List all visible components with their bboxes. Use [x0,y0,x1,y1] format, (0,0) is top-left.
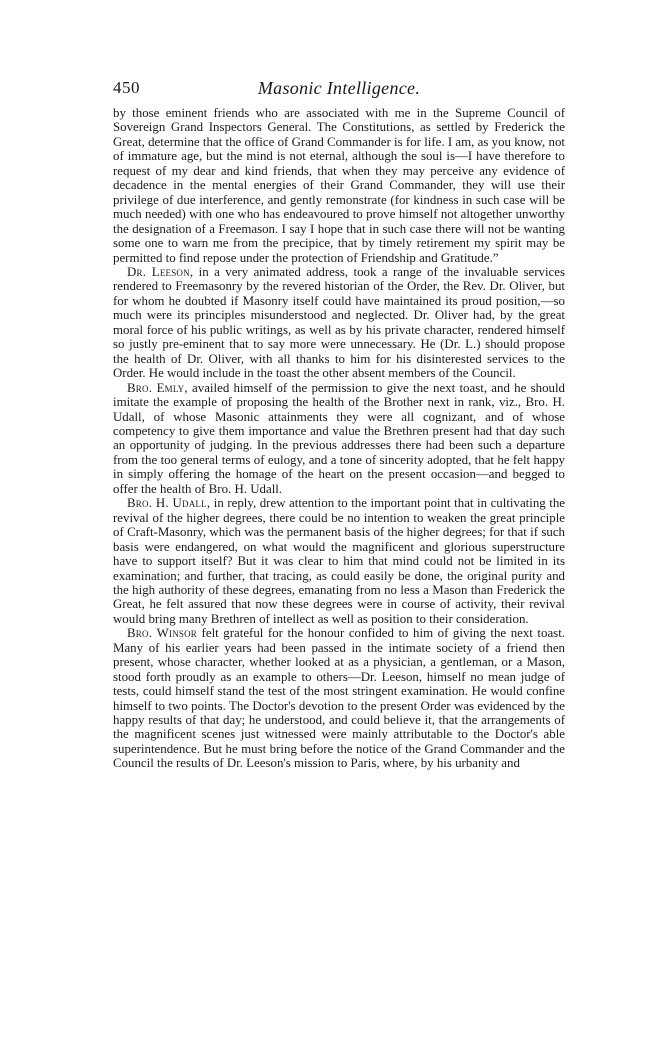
speaker-name: Dr. Leeson, [127,264,194,279]
speaker-name: Bro. Winsor [127,626,198,641]
speaker-name: Bro. H. Udall, [127,496,211,511]
paragraph-text: felt grateful for the honour confided to him of giving the next toast. Many of his earlier years had been passed in the intimate society of a friend then present, whose character, whether looked at as a physician, a gentleman, or a Mason, stood forth proudly as an example to others—Dr. Leeson, himself no mean judge of tests, could himself stand the test of the most stringent examination. He would confine himself to two points. The Doctor's devotion to the present Order was evidenced by the happy results of that day; he understood, and could believe it, that the arrangements of the magnificent scenes just witnessed were mainly attributable to the Doctor's able superintendence. But he must bring before the notice of the Grand Commander and the Council the results of Dr. Leeson's mission to Paris, where, by his urbanity and [113,626,566,771]
paragraph-udall [113,496,565,626]
running-head [113,78,565,104]
paragraph-text: availed himself of the permission to give the next toast, and he should imitate the example of proposing the health of the Brother next in rank, viz., Bro. H. Udall, of whose Masonic attainments they were all cognizant, and of whose competency to give them importance and value the Brethren present had that day such an opportunity of judging. In the previous addresses there had been such a departure from the too general terms of eulogy, and a tone of sincerity adopted, that he felt happy in simply offering the homage of the heart on the present occasion—and begged to offer the health of Bro. H. Udall. [113,380,565,496]
paragraph-text: in reply, drew attention to the important point that in cultivating the revival of the higher degrees, there could be no intention to weaken the great principle of Craft-Masonry, which was the permanent basis of the higher degrees; for that if such basis were endangered, on what would the magnificent and glorious superstructure have to support itself? But it was clear to him that mind could not be limited in its examination; and further, that tracing, as could easily be done, the original purity and the high authority of these degrees, emanating from no less a Mason than Frederick the Great, he felt assured that now these degrees were in course of activity, their revival would bring many Brethren of intellect as well as position to their consideration. [113,496,565,626]
body-text [113,106,565,771]
paragraph-continuation [113,106,565,265]
paragraph-leeson [113,265,565,381]
paragraph-winsor [113,626,565,771]
paragraph-text: in a very animated address, took a range of the invaluable services rendered to Freemasonry by the revered historian of the Order, the Rev. Dr. Oliver, but for whom he doubted if Masonry itself could have maintained its proud position,—so much were its principles misunderstood and neglected. Dr. Oliver had, by the great moral force of his public writings, as well as by his private character, rendered himself so justly pre-eminent that to say more were unnecessary. He (Dr. L.) should propose the health of Dr. Oliver, with all thanks to him for his disinterested services to the Order. He would include in the toast the other absent members of the Council. [113,264,565,381]
running-title: Masonic Intelligence. [257,78,421,98]
paragraph-emly [113,381,565,497]
page-number: 450 [113,78,140,97]
paragraph-text: by those eminent friends who are associated with me in the Supreme Council of Sovereign Grand Inspectors General. The Constitutions, as settled by Frederick the Great, determine that the office of Grand Commander is for life. I am, as you know, not of immature age, but the mind is not eternal, although the soul is—I have therefore to request of my dear and kind friends, that when they may perceive any evidence of decadence in the mental energies of their Grand Commander, they will use their privilege of due interference, and gently remonstrate (for kindness in such case will be much needed) with one who has endeavoured to prove himself not altogether unworthy the designation of a Freemason. I say I hope that in such case there will not be wanting some one to warn me from the precipice, that by timely retirement my spirit may be permitted to find repose under the protection of Friendship and Gratitude.” [113,106,565,265]
speaker-name: Bro. Emly, [127,380,188,395]
